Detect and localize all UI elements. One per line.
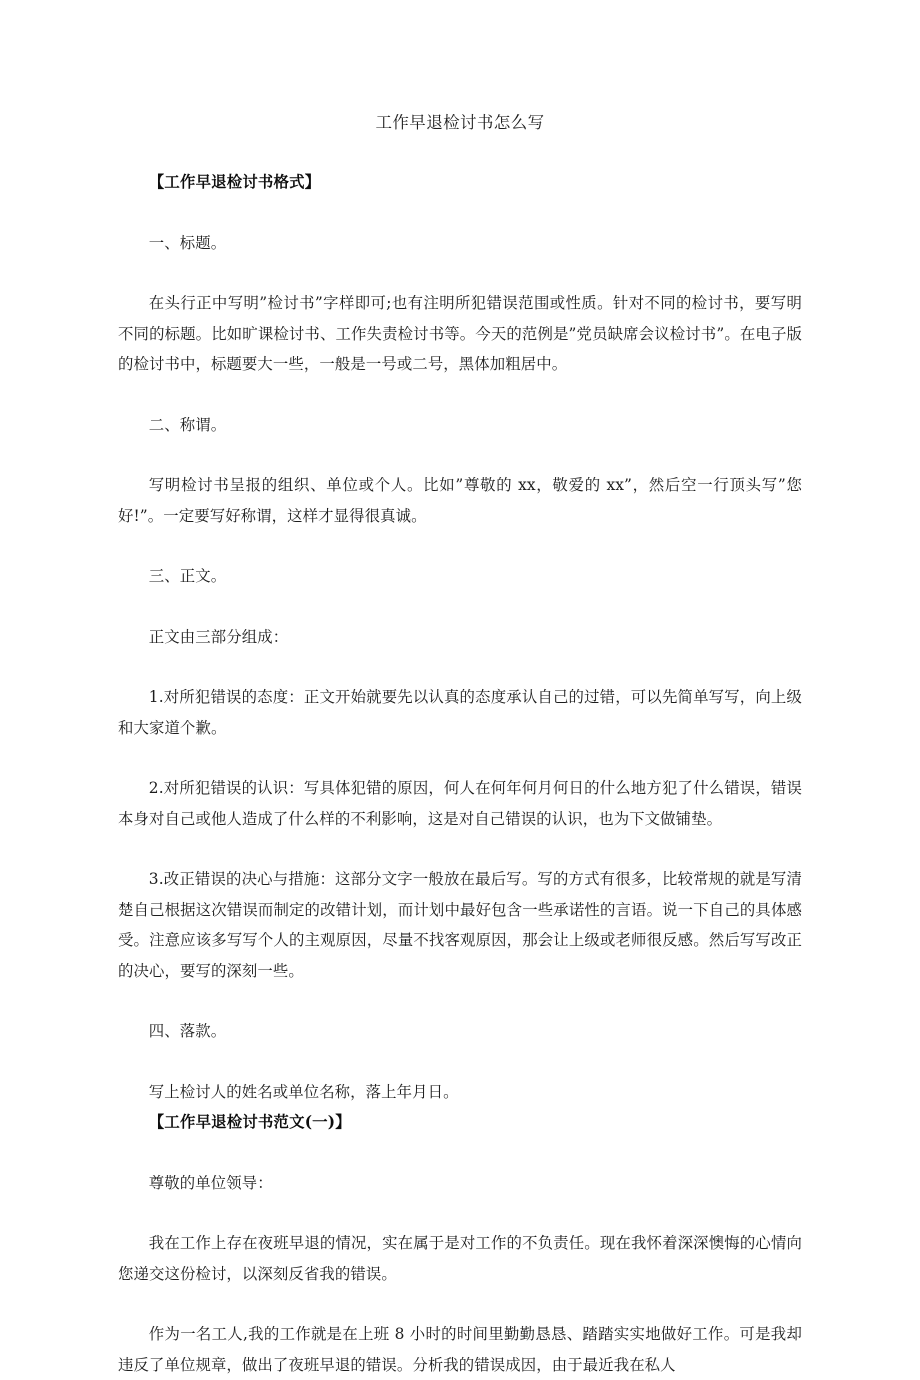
paragraph-item-4-body: 写上检讨人的姓名或单位名称，落上年月日。: [148, 1082, 459, 1101]
paragraph-item-4-label: 四、落款。: [148, 1022, 227, 1040]
paragraph-sample-1: 我在工作上存在夜班早退的情况，实在属于是对工作的不负责任。现在我怀着深深懊悔的心情向您递交这份检讨，以深刻反省我的错误。: [118, 1234, 802, 1283]
paragraph-item-2-label: 二、称谓。: [148, 415, 227, 434]
paragraph-item-2-body: 写明检讨书呈报的组织、单位或个人。比如”尊敬的 xx，敬爱的 xx”，然后空一行顶头写”您好!”。一定要写好称谓，这样才显得很真诚。: [118, 476, 802, 525]
title-spacer: [118, 136, 802, 167]
paragraph-sample-2: 作为一名工人,我的工作就是在上班 8 小时的时间里勤勤恳恳、踏踏实实地做好工作。可是我却违反了单位规章，做出了夜班早退的错误。分析我的错误成因，由于最近我在私人: [118, 1325, 802, 1374]
paragraph-item-3-label: 三、正文。: [148, 567, 227, 585]
page-content-area: [118, 0, 802, 1380]
paragraph-body-point-2: 2.对所犯错误的认识：写具体犯错的原因，何人在何年何月何日的什么地方犯了什么错误，错误本身对自己或他人造成了什么样的不利影响，这是对自己错误的认识，也为下文做铺垫。: [118, 779, 802, 828]
page-title: 工作早退检讨书怎么写: [375, 113, 545, 132]
paragraph-item-1-label: 一、标题。: [148, 233, 227, 252]
section-heading-format: 【工作早退检讨书格式】: [148, 173, 321, 191]
paragraph-body-point-3: 3.改正错误的决心与措施：这部分文字一般放在最后写。写的方式有很多，比较常规的就是写清楚自己根据这次错误而制定的改错计划，而计划中最好包含一些承诺性的言语。说一下自己的具体感受。注意应该多写写个人的主观原因，尽量不找客观原因，那会让上级或老师很反感。然后写写改正的决心，要写的深刻一些。: [118, 870, 802, 980]
paragraph-item-1-body: 在头行正中写明”检讨书”字样即可;也有注明所犯错误范围或性质。针对不同的检讨书，要写明不同的标题。比如旷课检讨书、工作失责检讨书等。今天的范例是”党员缺席会议检讨书”。在电子版的检讨书中，标题要大一些，一般是一号或二号，黑体加粗居中。: [118, 294, 802, 373]
paragraph-item-3-intro: 正文由三部分组成：: [148, 627, 289, 646]
section-heading-sample-one: 【工作早退检讨书范文(一)】: [148, 1113, 351, 1131]
paragraph-body-point-1: 1.对所犯错误的态度：正文开始就要先以认真的态度承认自己的过错，可以先简单写写，向上级和大家道个歉。: [118, 688, 802, 737]
paragraph-sample-salutation: 尊敬的单位领导：: [148, 1173, 273, 1192]
